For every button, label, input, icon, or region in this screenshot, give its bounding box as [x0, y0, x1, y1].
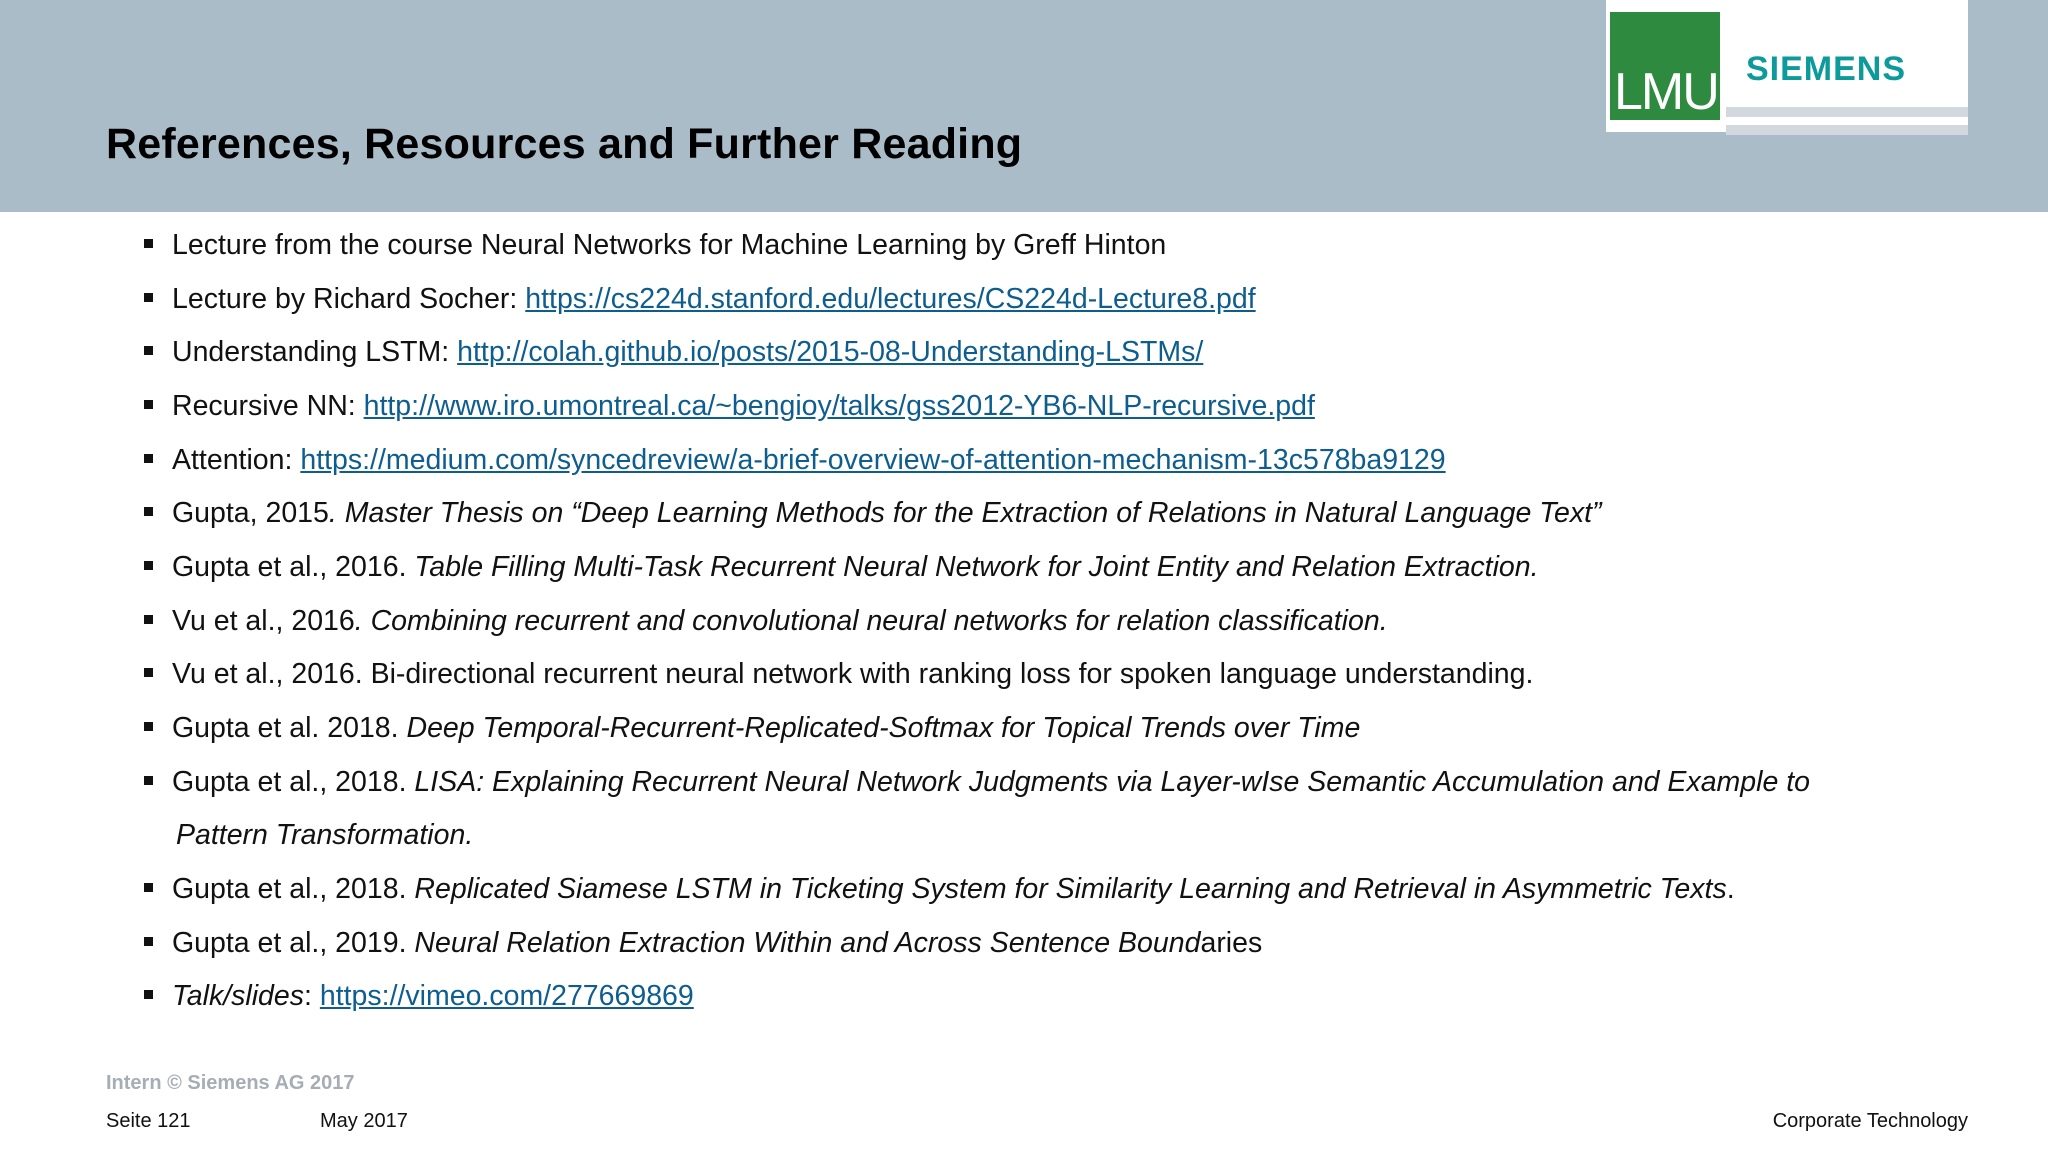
reference-text: Gupta et al., 2018.: [172, 766, 415, 798]
reference-item: [144, 550, 1539, 584]
reference-text: Attention:: [172, 444, 301, 476]
reference-separator: :: [304, 980, 320, 1012]
bullet-icon: [144, 561, 153, 570]
siemens-logo: SIEMENS: [1746, 50, 1907, 88]
reference-link[interactable]: http://colah.github.io/posts/2015-08-Understanding-LSTMs/: [457, 336, 1204, 368]
reference-item: [144, 228, 1166, 262]
reference-link[interactable]: https://medium.com/syncedreview/a-brief-overview-of-attention-mechanism-13c578ba9129: [300, 444, 1446, 476]
bullet-icon: [144, 883, 153, 892]
footer-confidential: Intern © Siemens AG 2017: [106, 1072, 355, 1094]
bullet-icon: [144, 990, 153, 999]
reference-item: [144, 389, 1315, 423]
reference-link[interactable]: http://www.iro.umontreal.ca/~bengioy/talks/gss2012-YB6-NLP-recursive.pdf: [363, 390, 1315, 422]
reference-item: [144, 872, 1735, 906]
reference-text: Vu et al., 2016. Bi-directional recurrent neural network with ranking loss for spoken language understanding.: [172, 658, 1534, 690]
footer-department: Corporate Technology: [1772, 1110, 1968, 1132]
bullet-icon: [144, 668, 153, 677]
bullet-icon: [144, 400, 153, 409]
reference-text: Vu et al., 2016: [172, 605, 355, 637]
reference-text: Lecture by Richard Socher:: [172, 283, 526, 315]
reference-item: [144, 765, 1810, 799]
slide-title: References, Resources and Further Reading: [106, 120, 1023, 168]
reference-link[interactable]: https://vimeo.com/277669869: [319, 980, 694, 1012]
logo-stripe: [1726, 125, 1968, 135]
reference-tail: .: [1726, 873, 1735, 905]
logo-stripe: [1726, 107, 1968, 117]
reference-item: [144, 926, 1262, 960]
reference-item: [144, 657, 1533, 691]
bullet-icon: [144, 776, 153, 785]
reference-link[interactable]: https://cs224d.stanford.edu/lectures/CS224d-Lecture8.pdf: [525, 283, 1256, 315]
reference-text: Understanding LSTM:: [172, 336, 458, 368]
reference-text: Lecture from the course Neural Networks for Machine Learning by Greff Hinton: [172, 229, 1167, 261]
reference-continuation: Pattern Transformation.: [176, 819, 474, 851]
footer-date: May 2017: [320, 1110, 408, 1132]
reference-title: Replicated Siamese LSTM in Ticketing System for Similarity Learning and Retrieval in Asymmetric Texts: [414, 873, 1727, 905]
reference-title: LISA: Explaining Recurrent Neural Network Judgments via Layer-wIse Semantic Accumulation and Example to: [414, 766, 1811, 798]
reference-item: [144, 711, 1360, 745]
reference-item: [144, 443, 1446, 477]
reference-item: [144, 282, 1256, 316]
reference-text: Gupta, 2015: [172, 497, 329, 529]
reference-title: Neural Relation Extraction Within and Across Sentence Bound: [414, 927, 1201, 959]
reference-item: [144, 496, 1602, 530]
lmu-logo-text: LMU: [1614, 63, 1718, 121]
reference-title: Talk/slides: [172, 980, 305, 1012]
reference-text: Gupta et al. 2018.: [172, 712, 407, 744]
bullet-icon: [144, 615, 153, 624]
reference-title: . Master Thesis on “Deep Learning Methods for the Extraction of Relations in Natural Language Text”: [328, 497, 1602, 529]
reference-tail: aries: [1200, 927, 1263, 959]
bullet-icon: [144, 346, 153, 355]
bullet-icon: [144, 239, 153, 248]
bullet-icon: [144, 937, 153, 946]
reference-text: Recursive NN:: [172, 390, 364, 422]
reference-item: [144, 335, 1203, 369]
lmu-logo: [1610, 12, 1720, 120]
bullet-icon: [144, 454, 153, 463]
bullet-icon: [144, 293, 153, 302]
bullet-icon: [144, 722, 153, 731]
reference-text: Gupta et al., 2018.: [172, 873, 415, 905]
bullet-icon: [144, 507, 153, 516]
reference-title: . Combining recurrent and convolutional neural networks for relation classification.: [354, 605, 1388, 637]
footer-page-number: Seite 121: [106, 1110, 191, 1132]
reference-text: Gupta et al., 2019.: [172, 927, 415, 959]
reference-item: [144, 979, 694, 1013]
reference-item: [144, 604, 1388, 638]
reference-title: Table Filling Multi-Task Recurrent Neural Network for Joint Entity and Relation Extraction.: [414, 551, 1539, 583]
reference-title: Deep Temporal-Recurrent-Replicated-Softmax for Topical Trends over Time: [406, 712, 1361, 744]
reference-text: Gupta et al., 2016.: [172, 551, 415, 583]
